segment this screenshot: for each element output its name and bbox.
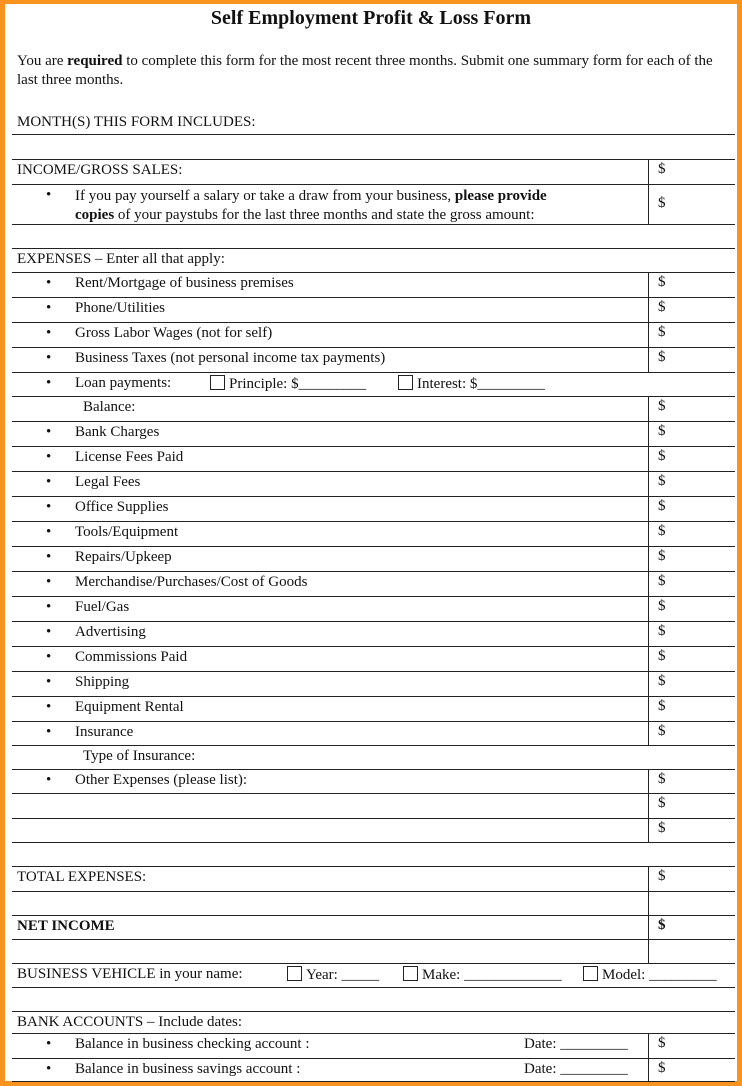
salary-row[interactable]	[12, 184, 735, 224]
expense-label: Shipping	[75, 674, 130, 690]
insurance-type-row[interactable]	[12, 745, 735, 769]
bullet-icon: •	[46, 424, 52, 440]
expense-label: Rent/Mortgage of business premises	[75, 275, 294, 291]
bullet-icon: •	[46, 699, 52, 715]
balance-label: Balance:	[83, 399, 136, 415]
amount-cell[interactable]	[648, 866, 736, 891]
bullet-icon: •	[46, 449, 52, 465]
amount-cell[interactable]	[648, 721, 736, 745]
dollar-sign: $	[658, 795, 666, 811]
bullet-icon: •	[46, 1061, 52, 1077]
dollar-sign: $	[658, 917, 666, 933]
dollar-sign: $	[658, 723, 666, 739]
expense-label: Advertising	[75, 624, 146, 640]
months-row	[12, 112, 735, 134]
intro-text	[17, 52, 717, 90]
expense-row[interactable]	[12, 496, 735, 521]
amount-cell[interactable]	[648, 471, 736, 496]
amount-cell[interactable]	[648, 272, 736, 297]
expense-row[interactable]	[12, 297, 735, 322]
dollar-sign: $	[658, 299, 666, 315]
amount-cell[interactable]	[648, 769, 736, 793]
form-title: Self Employment Profit & Loss Form	[210, 7, 532, 29]
salary-bold: copies	[75, 207, 115, 223]
vehicle-row	[12, 963, 735, 987]
expense-row[interactable]	[12, 471, 735, 496]
dollar-sign: $	[658, 648, 666, 664]
amount-cell[interactable]	[648, 621, 736, 646]
expense-label: Legal Fees	[75, 474, 141, 490]
interest-label: Interest: $_________	[417, 376, 545, 392]
principle-option[interactable]	[210, 375, 366, 393]
savings-row[interactable]	[12, 1058, 735, 1082]
dollar-sign: $	[658, 448, 666, 464]
checking-label: Balance in business checking account :	[75, 1036, 310, 1052]
spacer-cell	[648, 939, 736, 963]
expense-label: Commissions Paid	[75, 649, 188, 665]
principle-label: Principle: $_________	[229, 376, 367, 392]
income-label: INCOME/GROSS SALES:	[17, 162, 183, 178]
amount-cell[interactable]	[648, 646, 736, 671]
balance-row[interactable]	[12, 396, 735, 421]
model-checkbox[interactable]	[583, 966, 598, 981]
year-option[interactable]	[287, 966, 379, 984]
bullet-icon: •	[46, 649, 52, 665]
amount-cell[interactable]	[648, 1058, 736, 1081]
bullet-icon: •	[46, 325, 52, 341]
bullet-icon: •	[46, 724, 52, 740]
model-option[interactable]	[583, 966, 717, 984]
amount-cell[interactable]	[648, 297, 736, 322]
expense-row[interactable]	[12, 322, 735, 347]
loan-row	[12, 372, 735, 396]
bullet-icon: •	[46, 1036, 52, 1052]
make-checkbox[interactable]	[403, 966, 418, 981]
dollar-sign: $	[658, 598, 666, 614]
dollar-sign: $	[658, 868, 666, 884]
bullet-icon: •	[46, 187, 52, 203]
salary-label	[75, 187, 640, 225]
make-option[interactable]	[403, 966, 562, 984]
expense-row[interactable]	[12, 421, 735, 446]
amount-cell[interactable]	[648, 159, 736, 184]
savings-label: Balance in business savings account :	[75, 1061, 301, 1077]
amount-cell[interactable]	[648, 793, 736, 818]
spacer-row	[12, 891, 735, 915]
dollar-sign: $	[658, 423, 666, 439]
other-expense-line[interactable]	[12, 793, 735, 818]
expense-label: Equipment Rental	[75, 699, 184, 715]
dollar-sign: $	[658, 523, 666, 539]
expense-label: Bank Charges	[75, 424, 160, 440]
interest-checkbox[interactable]	[398, 375, 413, 390]
amount-cell[interactable]	[648, 546, 736, 571]
spacer-cell	[648, 891, 736, 915]
expense-label: Merchandise/Purchases/Cost of Goods	[75, 574, 308, 590]
expense-row[interactable]	[12, 546, 735, 571]
principle-checkbox[interactable]	[210, 375, 225, 390]
spacer-row	[12, 224, 735, 248]
expense-label: Repairs/Upkeep	[75, 549, 172, 565]
dollar-sign: $	[658, 473, 666, 489]
bullet-icon: •	[46, 375, 52, 391]
expense-row[interactable]	[12, 571, 735, 596]
amount-cell[interactable]	[648, 496, 736, 521]
expense-label: Office Supplies	[75, 499, 169, 515]
bullet-icon: •	[46, 772, 52, 788]
expense-row[interactable]	[12, 272, 735, 297]
year-label: Year: _____	[306, 967, 380, 983]
expense-row[interactable]	[12, 521, 735, 546]
dollar-sign: $	[658, 498, 666, 514]
checking-date-field[interactable]: Date: _________	[524, 1036, 628, 1052]
amount-cell[interactable]	[648, 571, 736, 596]
income-row[interactable]	[12, 159, 735, 184]
expense-label: Business Taxes (not personal income tax payments)	[75, 350, 386, 366]
make-label: Make: _____________	[422, 967, 562, 983]
intro-text-part: to complete this form for the most recent three months. Submit one summary form for each of the last three months.	[17, 53, 713, 88]
expense-row[interactable]	[12, 671, 735, 696]
bullet-icon: •	[46, 574, 52, 590]
dollar-sign: $	[658, 349, 666, 365]
dollar-sign: $	[658, 398, 666, 414]
model-label: Model: _________	[602, 967, 717, 983]
dollar-sign: $	[658, 673, 666, 689]
bank-header-row	[12, 1011, 735, 1033]
amount-cell[interactable]	[648, 818, 736, 842]
bullet-icon: •	[46, 350, 52, 366]
bullet-icon: •	[46, 624, 52, 640]
interest-option[interactable]	[398, 375, 545, 393]
other-expense-line[interactable]	[12, 818, 735, 842]
expense-label: Gross Labor Wages (not for self)	[75, 325, 273, 341]
amount-cell[interactable]	[648, 521, 736, 546]
months-label: MONTH(S) THIS FORM INCLUDES:	[17, 114, 256, 130]
bullet-icon: •	[46, 300, 52, 316]
total-expenses-label: TOTAL EXPENSES:	[17, 869, 147, 885]
insurance-type-label: Type of Insurance:	[83, 748, 196, 764]
amount-cell[interactable]	[648, 396, 736, 421]
amount-cell[interactable]	[648, 421, 736, 446]
savings-date-field[interactable]: Date: _________	[524, 1061, 628, 1077]
year-checkbox[interactable]	[287, 966, 302, 981]
expense-row[interactable]	[12, 596, 735, 621]
dollar-sign: $	[658, 820, 666, 836]
dollar-sign: $	[658, 324, 666, 340]
dollar-sign: $	[658, 195, 666, 211]
amount-cell[interactable]	[648, 446, 736, 471]
amount-cell[interactable]	[648, 184, 736, 224]
expense-row[interactable]	[12, 446, 735, 471]
other-expenses-row[interactable]	[12, 769, 735, 793]
dollar-sign: $	[658, 1060, 666, 1076]
bullet-icon: •	[46, 499, 52, 515]
dollar-sign: $	[658, 161, 666, 177]
dollar-sign: $	[658, 548, 666, 564]
bullet-icon: •	[46, 549, 52, 565]
expense-row[interactable]	[12, 721, 735, 745]
amount-cell[interactable]	[648, 696, 736, 721]
expense-row[interactable]	[12, 646, 735, 671]
bullet-icon: •	[46, 674, 52, 690]
bullet-icon: •	[46, 599, 52, 615]
intro-required: required	[67, 53, 123, 69]
bullet-icon: •	[46, 524, 52, 540]
spacer-row	[12, 939, 735, 963]
expense-label: Phone/Utilities	[75, 300, 165, 316]
loan-label: Loan payments:	[75, 375, 172, 391]
amount-cell[interactable]	[648, 915, 736, 939]
net-income-label: NET INCOME	[17, 918, 115, 934]
salary-bold: please provide	[454, 188, 547, 204]
bullet-icon: •	[46, 474, 52, 490]
expense-label: Fuel/Gas	[75, 599, 130, 615]
expense-label: Insurance	[75, 724, 134, 740]
spacer-row	[12, 987, 735, 1011]
dollar-sign: $	[658, 274, 666, 290]
dollar-sign: $	[658, 1035, 666, 1051]
checking-row[interactable]	[12, 1033, 735, 1058]
expenses-header-row	[12, 248, 735, 272]
vehicle-label: BUSINESS VEHICLE in your name:	[17, 966, 243, 982]
expense-row[interactable]	[12, 621, 735, 646]
expense-row[interactable]	[12, 696, 735, 721]
salary-text-part: If you pay yourself a salary or take a draw from your business,	[75, 188, 455, 204]
expense-label: Tools/Equipment	[75, 524, 179, 540]
dollar-sign: $	[658, 698, 666, 714]
expense-row[interactable]	[12, 347, 735, 372]
spacer-row	[12, 842, 735, 866]
amount-cell[interactable]	[648, 671, 736, 696]
dollar-sign: $	[658, 771, 666, 787]
dollar-sign: $	[658, 573, 666, 589]
amount-cell[interactable]	[648, 596, 736, 621]
expenses-label: EXPENSES – Enter all that apply:	[17, 251, 225, 267]
net-income-row[interactable]	[12, 915, 735, 939]
intro-text-part: You are	[17, 53, 68, 69]
bullet-icon: •	[46, 275, 52, 291]
total-expenses-row[interactable]	[12, 866, 735, 891]
expense-label: License Fees Paid	[75, 449, 184, 465]
amount-cell[interactable]	[648, 1033, 736, 1058]
dollar-sign: $	[658, 623, 666, 639]
bank-label: BANK ACCOUNTS – Include dates:	[17, 1014, 242, 1030]
salary-text-part: of your paystubs for the last three months and state the gross amount:	[114, 207, 535, 223]
amount-cell[interactable]	[648, 347, 736, 372]
months-field[interactable]	[12, 134, 735, 159]
other-expenses-label: Other Expenses (please list):	[75, 772, 248, 788]
amount-cell[interactable]	[648, 322, 736, 347]
